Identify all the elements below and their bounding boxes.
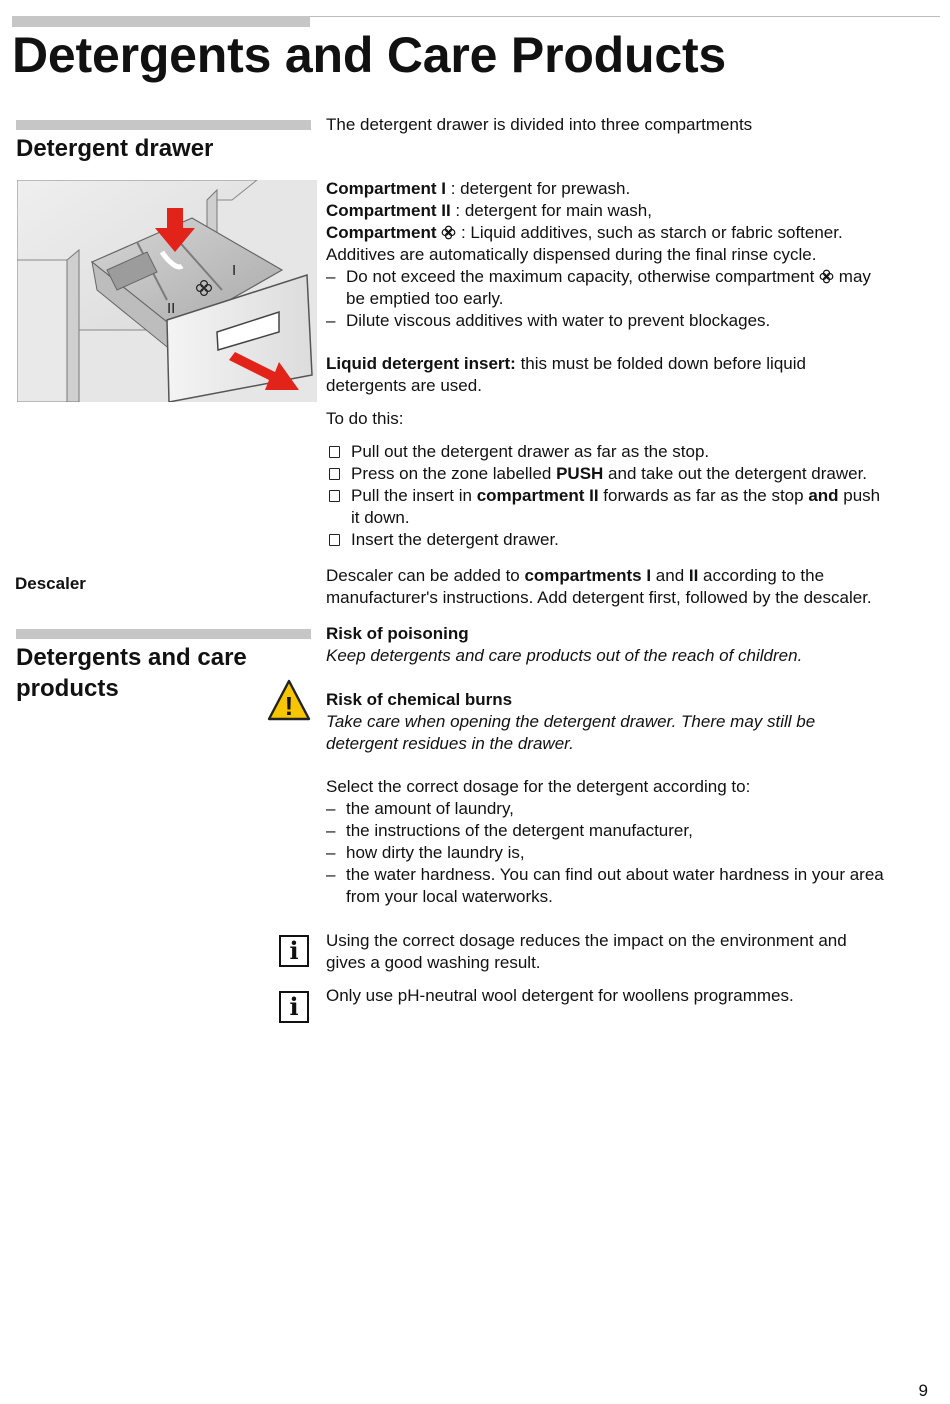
page-number: 9 [918,1381,928,1400]
info-note-1 [326,930,938,974]
checkbox-icon [329,490,340,502]
liquid-insert-line-1 [326,353,938,375]
step-1 [326,441,938,463]
warning-glyph: ! [284,691,294,721]
info-glyph: i [289,992,299,1021]
step-2-push: PUSH [556,464,604,483]
info-icon [279,935,309,967]
descaler-line-1 [326,565,938,587]
compartments-block [326,178,938,332]
todo-block [326,408,938,430]
dosage-block [326,776,938,908]
risk-burns-text-1: Take care when opening the detergent drawer. There may still be [326,712,816,731]
dosage-item [326,864,938,908]
warning-icon [267,679,311,721]
checkbox-icon [329,446,340,458]
dosage-item-4-cont: from your local waterworks. [346,887,553,906]
dosage-item: – the instructions of the detergent manufacturer, [326,820,938,842]
risk-burns-title: Risk of chemical burns [326,690,513,709]
header-rule [310,16,940,17]
liquid-insert-text-1: this must be folded down before liquid [515,354,806,373]
dosage-item: – how dirty the laundry is, [326,842,938,864]
dash-item-capacity [326,266,938,310]
steps-list [326,441,938,551]
info-note-1-line-1: Using the correct dosage reduces the impact on the environment and [326,931,847,950]
liquid-insert-label: Liquid detergent insert: [326,354,516,373]
section-heading-detergent-drawer: Detergent drawer [16,135,214,162]
dash-item-capacity-a: Do not exceed the maximum capacity, otherwise compartment [346,267,820,286]
checkbox-icon [329,468,340,480]
compartment-2-text: : detergent for main wash, [450,201,652,220]
step-3-a: Pull the insert in [351,486,477,505]
step-3 [326,485,938,529]
step-2-a: Press on the zone labelled [351,464,557,483]
step-4-text: Insert the detergent drawer. [351,530,559,549]
compartment-3-line [326,222,938,244]
risk-poisoning-title: Risk of poisoning [326,624,469,643]
figure-label-compartment-2: II [167,300,176,317]
compartment-2-line [326,200,938,222]
detergent-drawer-illustration [17,180,317,402]
descaler-1d: II [688,566,699,585]
liquid-insert-text-2: detergents are used. [326,376,482,395]
descaler-1c: and [651,566,689,585]
checkbox-icon [329,534,340,546]
section-bar-detergent-drawer [16,120,311,130]
softener-flower-icon [819,269,834,284]
compartment-3-label: Compartment [326,223,442,242]
compartment-1-line [326,178,938,200]
descaler-1e: according to the [698,566,825,585]
descaler-block [326,565,938,609]
section-heading-care-products [16,642,247,704]
section-heading-care-products-1: Detergents and care [16,644,247,671]
dosage-item-4: the water hardness. You can find out about water hardness in your area [346,865,884,884]
info-note-2 [326,985,938,1007]
dosage-item: – the amount of laundry, [326,798,938,820]
drawer-intro-block [326,114,938,136]
descaler-1a: Descaler can be added to [326,566,525,585]
todo-label: To do this: [326,409,404,428]
drawer-intro: The detergent drawer is divided into three compartments [326,115,753,134]
info-icon [279,991,309,1023]
page-title: Detergents and Care Products [12,27,727,83]
softener-flower-icon [441,225,456,240]
step-3-d: and [808,486,839,505]
descaler-1b: compartments I [524,566,652,585]
step-3-f: it down. [351,508,410,527]
step-3-b: compartment II [476,486,599,505]
step-3-c: forwards as far as the stop [598,486,809,505]
section-bar-care-products [16,629,311,639]
step-2 [326,463,938,485]
descaler-line-2: manufacturer's instructions. Add detergent first, followed by the descaler. [326,588,872,607]
compartment-1-text: : detergent for prewash. [445,179,631,198]
dash-item-dilute: – Dilute viscous additives with water to prevent blockages. [326,310,938,332]
step-3-e: push [838,486,881,505]
step-2-c: and take out the detergent drawer. [603,464,868,483]
compartment-3-text: : Liquid additives, such as starch or fabric softener. [456,223,843,242]
risk-burns-block [326,689,938,755]
dash-item-capacity-b: may [834,267,871,286]
machine-side [17,260,72,402]
info-note-1-line-2: gives a good washing result. [326,953,541,972]
step-1-text: Pull out the detergent drawer as far as the stop. [351,442,710,461]
risk-poisoning-block [326,623,938,667]
section-heading-care-products-2: products [16,675,119,702]
info-glyph: i [289,936,299,965]
dash-item-capacity-c: be emptied too early. [346,289,504,308]
compartment-2-label: Compartment II [326,201,451,220]
machine-edge [67,250,79,402]
risk-burns-text-2: detergent residues in the drawer. [326,734,574,753]
dosage-intro: Select the correct dosage for the detergent according to: [326,777,751,796]
risk-poisoning-text: Keep detergents and care products out of the reach of children. [326,646,803,665]
additives-line: Additives are automatically dispensed during the final rinse cycle. [326,245,817,264]
compartment-1-label: Compartment I [326,179,446,198]
liquid-insert-block [326,353,938,397]
section-heading-descaler: Descaler [15,574,86,593]
info-note-2-line: Only use pH-neutral wool detergent for woollens programmes. [326,986,794,1005]
step-4 [326,529,938,551]
figure-label-compartment-1: I [232,262,237,279]
